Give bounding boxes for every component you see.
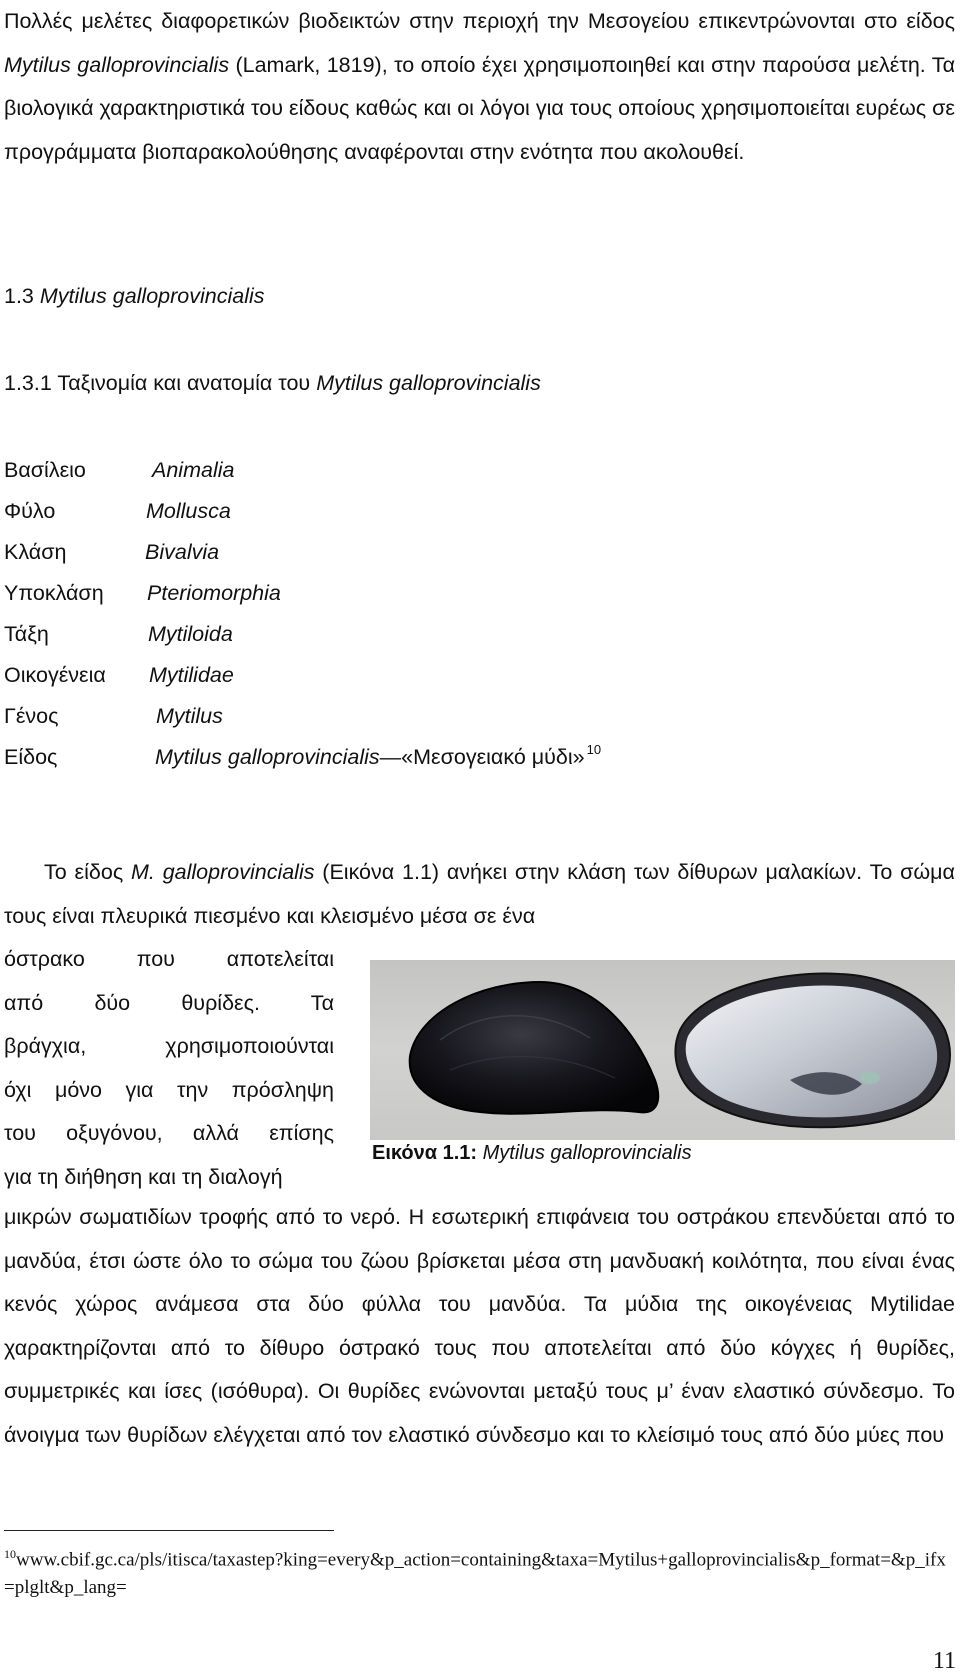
subsection-number: 1.3.1 xyxy=(4,371,52,395)
para1-text-b: (Εικόνα 1.1) ανήκει στην κλάση των δίθυρων μαλακίων. Το σώμα τους είναι πλευρικά πιεσμένο και κλεισμένο μέσα σε ένα xyxy=(4,860,955,928)
taxonomy-value: Mytiloida xyxy=(148,622,233,646)
common-name: —«Μεσογειακό μύδι» xyxy=(379,745,585,769)
mussel-photo xyxy=(370,960,955,1140)
intro-text-a: Πολλές μελέτες διαφορετικών βιοδεικτών στην περιοχή την Μεσογείου επικεντρώνονται στο είδος xyxy=(4,9,955,33)
taxonomy-rank: Οικογένεια xyxy=(4,663,106,687)
footnote-url[interactable]: www.cbif.gc.ca/pls/itisca/taxastep?king=every&p_action=containing&taxa=Mytilus+galloprovincialis&p_format=&p_ifx=plglt&p_lang= xyxy=(4,1549,946,1599)
taxonomy-value: Mollusca xyxy=(146,499,231,523)
wrapped-line: όχι μόνο για την πρόσληψη xyxy=(4,1077,334,1102)
mussel-illustration xyxy=(370,960,955,1140)
subsection-title: Ταξινομία και ανατομία του xyxy=(57,371,311,395)
taxonomy-value: Mytilidae xyxy=(149,663,234,687)
para1-species: M. galloprovincialis xyxy=(131,860,315,884)
taxonomy-rank: Βασίλειο xyxy=(4,458,86,482)
caption-label: Εικόνα 1.1: xyxy=(372,1142,478,1164)
taxonomy-rank: Φύλο xyxy=(4,499,56,523)
para1-text-a: Το είδος xyxy=(44,860,132,884)
intro-text-b: (Lamark, 1819), το οποίο έχει χρησιμοποιηθεί και στην παρούσα μελέτη. Τα βιολογικά χαρακτηριστικά του είδους καθώς και οι λόγοι για τους οποίους χρησιμοποιείται ευρέως σε προγράμματα βιοπαρακολούθησης αναφέρονται στην ενότητα που ακολουθεί. xyxy=(4,52,956,164)
species-name: Mytilus galloprovincialis xyxy=(155,745,380,769)
taxonomy-rank: Γένος xyxy=(4,704,59,728)
section-number: 1.3 xyxy=(4,284,34,308)
wrapped-line: από δύο θυρίδες. Τα xyxy=(4,990,334,1015)
subsection-species: Mytilus galloprovincialis xyxy=(316,371,541,395)
taxonomy-value: Mytilus xyxy=(156,704,223,728)
taxonomy-rank: Υποκλάση xyxy=(4,581,104,605)
taxonomy-value: Animalia xyxy=(152,458,235,482)
section-heading-1-3 xyxy=(4,284,265,309)
footnote-reference[interactable]: 10 xyxy=(586,742,602,757)
footnote-marker: 10 xyxy=(4,1547,16,1561)
section-title: Mytilus galloprovincialis xyxy=(39,284,265,308)
taxonomy-value xyxy=(155,742,602,770)
taxonomy-value: Bivalvia xyxy=(145,540,220,564)
wrapped-line: για τη διήθηση και τη διαλογή xyxy=(4,1164,283,1189)
page-number: 11 xyxy=(932,1648,956,1674)
body-paragraph-2: μικρών σωματιδίων τροφής από το νερό. Η εσωτερική επιφάνεια του οστράκου επενδύεται από το μανδύα, έτσι ώστε όλο το σώμα του ζώου βρίσκεται μέσα στη μανδυακή κοιλότητα, που είναι ένας κενός χώρος ανάμεσα στα δύο φύλλα του μανδύα. Τα μύδια της οικογένειας Mytilidae χαρακτηρίζονται από το δίθυρο όστρακό τους που αποτελείται από δύο κόγχες ή θυρίδες, συμμετρικές και ίσες (ισόθυρα). Οι θυρίδες ενώνονται μεταξύ τους μ’ έναν ελαστικό σύνδεσμο. Το άνοιγμα των θυρίδων ελέγχεται από τον ελαστικό σύνδεσμο και το κλείσιμό τους από δύο μύες που xyxy=(4,1205,955,1447)
taxonomy-rank: Είδος xyxy=(4,745,58,769)
intro-species: Mytilus galloprovincialis xyxy=(4,52,230,77)
wrapped-line: βράγχια, χρησιμοποιούνται xyxy=(4,1034,334,1058)
body-paragraph-1 xyxy=(4,851,955,938)
taxonomy-rank: Κλάση xyxy=(4,540,67,564)
wrapped-line: του οξυγόνου, αλλά επίσης xyxy=(4,1121,334,1145)
section-heading-1-3-1 xyxy=(4,371,541,396)
footnote xyxy=(4,1540,955,1602)
intro-paragraph xyxy=(4,0,955,174)
footnote-separator xyxy=(4,1530,334,1531)
taxonomy-value: Pteriomorphia xyxy=(147,581,281,605)
caption-text: Mytilus galloprovincialis xyxy=(482,1142,692,1164)
figure-caption xyxy=(372,1142,692,1165)
taxonomy-rank: Τάξη xyxy=(4,622,49,646)
wrapped-line: όστρακο που αποτελείται xyxy=(4,947,334,971)
